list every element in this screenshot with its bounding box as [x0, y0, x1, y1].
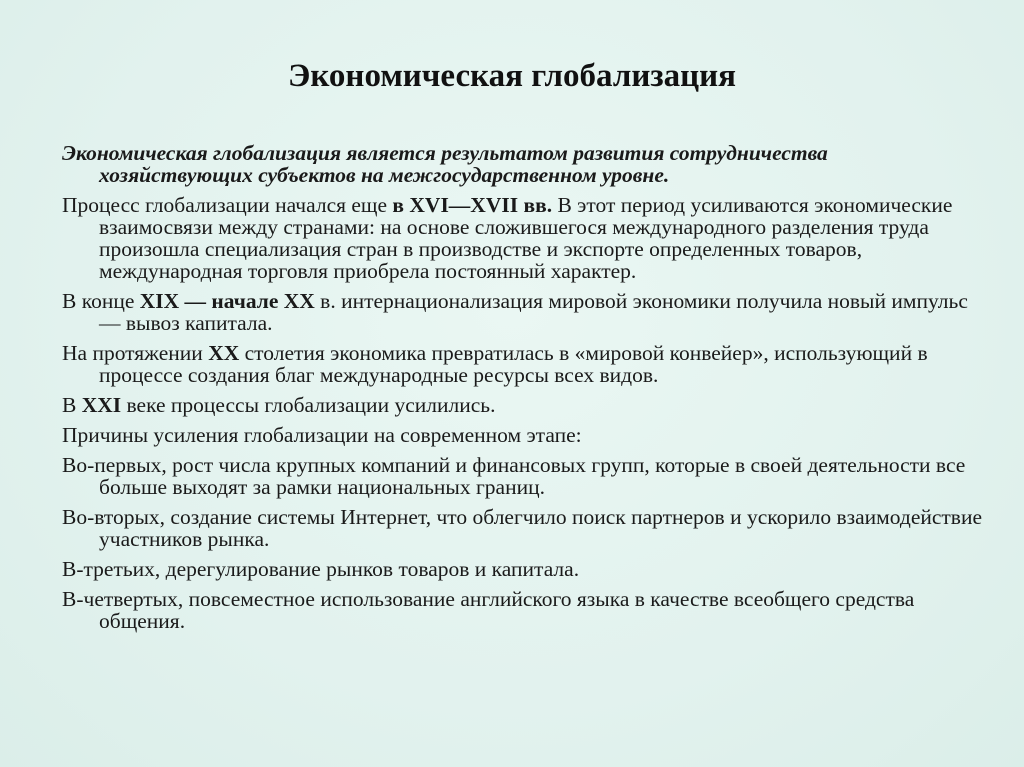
slide-title: Экономическая глобализация	[287, 58, 737, 94]
paragraph-start-text: Процесс глобализации начался еще	[62, 193, 393, 217]
paragraph-third	[62, 558, 982, 580]
paragraph-definition-text: Экономическая глобализация является результатом развития сотрудничества хозяйствующих субъектов на межгосударственном уровне.	[62, 141, 828, 187]
paragraph-c20-text: XX	[208, 341, 240, 365]
slide-body	[62, 142, 982, 640]
paragraph-c19	[62, 290, 982, 334]
paragraph-c20-text: столетия экономика превратилась в «мировой конвейер», использующий в процессе создания благ международные ресурсы всех видов.	[99, 341, 928, 387]
paragraph-reasons-text: Причины усиления глобализации на современном этапе:	[62, 423, 582, 447]
paragraph-c21-text: XXI	[81, 393, 122, 417]
paragraph-reasons	[62, 424, 982, 446]
paragraph-first	[62, 454, 982, 498]
paragraph-second	[62, 506, 982, 550]
paragraph-third-text: В-третьих, дерегулирование рынков товаров и капитала.	[62, 557, 580, 581]
paragraph-c21	[62, 394, 982, 416]
paragraph-c20	[62, 342, 982, 386]
paragraph-c19-text: XIX — начале XX	[139, 289, 315, 313]
paragraph-c20-text: На протяжении	[62, 341, 209, 365]
paragraph-definition	[62, 142, 982, 186]
paragraph-c19-text: в. интернационализация мировой экономики получила новый импульс— вывоз капитала.	[99, 289, 968, 335]
paragraph-start-text: в XVI—XVII вв.	[392, 193, 553, 217]
paragraph-fourth-text: В-четвертых, повсеместное использование английского языка в качестве всеобщего средства общения.	[62, 587, 915, 633]
paragraph-second-text: Во-вторых, создание системы Интернет, что облегчило поиск партнеров и ускорило взаимодействие участников рынка.	[62, 505, 983, 551]
paragraph-c19-text: В конце	[62, 289, 140, 313]
paragraph-c21-text: В	[62, 393, 82, 417]
paragraph-start-text: В этот период усиливаются экономические взаимосвязи между странами: на основе сложившегося международного разделения труда произошла специализация стран в производстве и экспорте определенных товаров, международная торговля приобрела постоянный характер.	[99, 193, 953, 283]
paragraph-first-text: Во-первых, рост числа крупных компаний и финансовых групп, которые в своей деятельности все больше выходят за рамки национальных границ.	[62, 453, 966, 499]
paragraph-start	[62, 194, 982, 282]
paragraph-fourth	[62, 588, 982, 632]
paragraph-c21-text: веке процессы глобализации усилились.	[121, 393, 496, 417]
